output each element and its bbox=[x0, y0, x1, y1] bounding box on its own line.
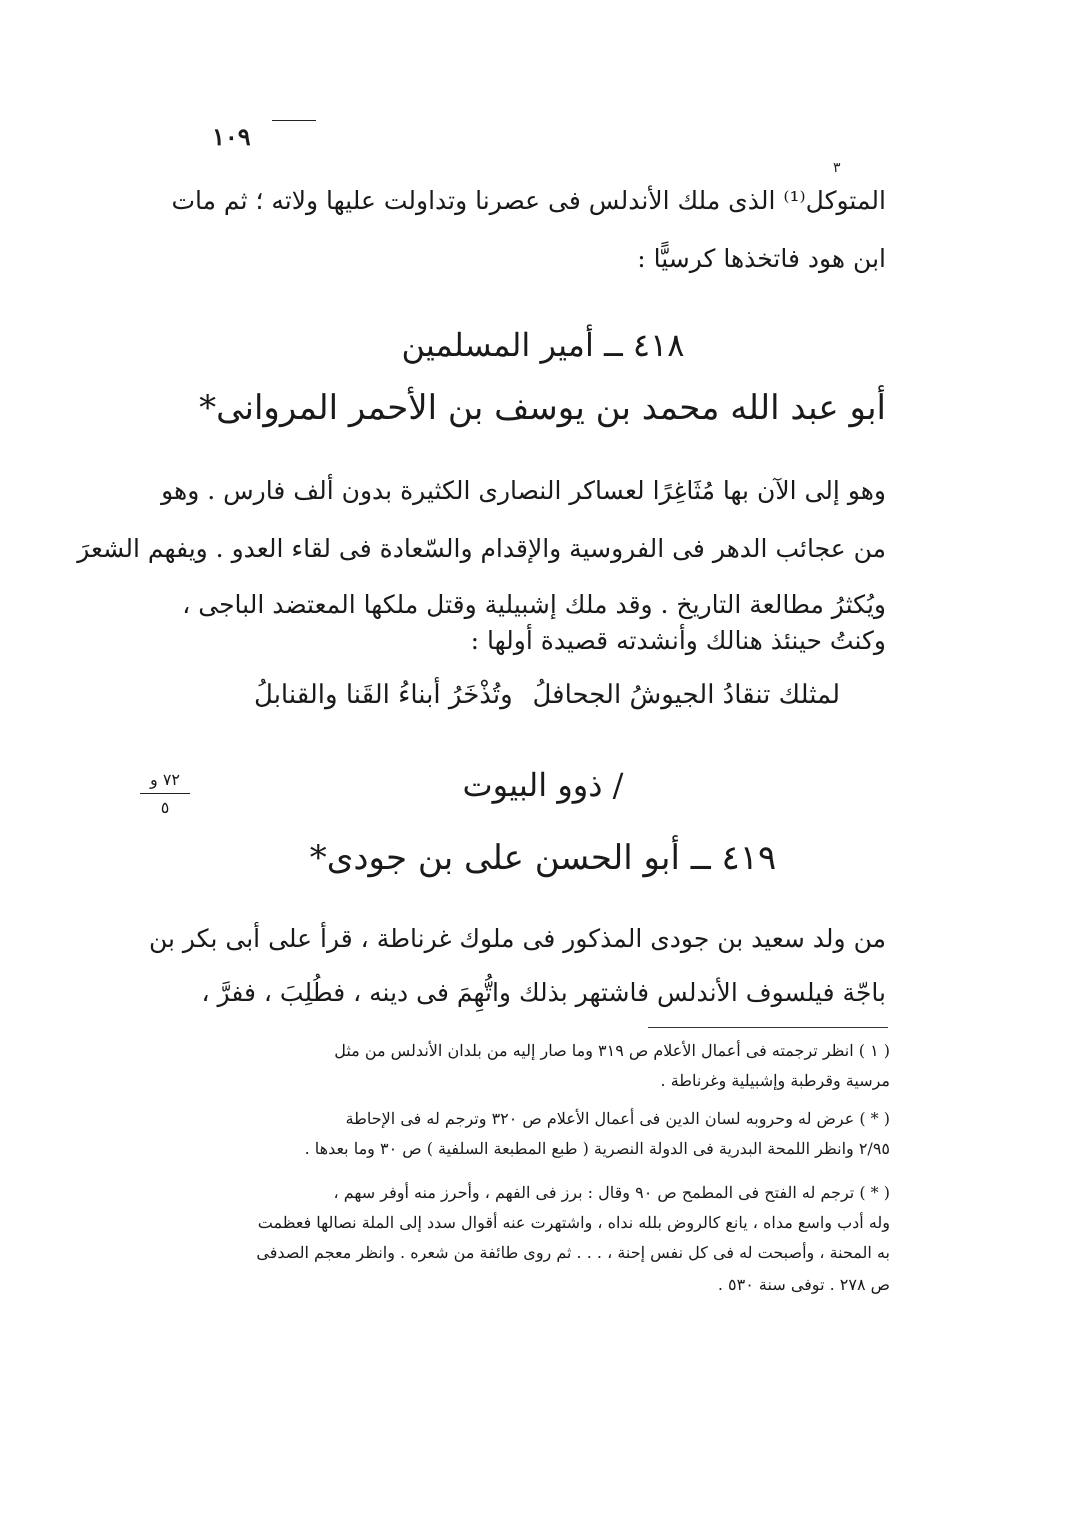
folio-subnumber: ٥ bbox=[160, 798, 170, 817]
verse-second-hemistich: وتُذْخَرُ أبناءُ القَنا والقنابلُ bbox=[254, 680, 513, 710]
intro-line-2: ابن هود فاتخذها كرسيًّا : bbox=[637, 244, 886, 273]
entry-418-line-1: وهو إلى الآن بها مُثَاغِرًا لعساكر النصارى الكثيرة بدون ألف فارس . وهو bbox=[161, 476, 886, 505]
section-title: / ذوو البيوت bbox=[462, 766, 624, 804]
verse-first-hemistich: لمثلك تنقادُ الجيوشُ الجحافلُ bbox=[532, 680, 840, 710]
footnote-rule bbox=[648, 1027, 888, 1028]
footnote-2-line-1: ( * ) عرض له وحروبه لسان الدين فى أعمال الأعلام ص ٣٢٠ وترجم له فى الإحاطة bbox=[345, 1109, 890, 1128]
footnote-1-line-1: ( ١ ) انظر ترجمته فى أعمال الأعلام ص ٣١٩ وما صار إليه من بلدان الأندلس من مثل bbox=[334, 1041, 890, 1060]
entry-419-line-1: من ولد سعيد بن جودى المذكور فى ملوك غرناطة ، قرأ على أبى بكر بن bbox=[148, 924, 886, 953]
page-number: ١٠٩ bbox=[212, 122, 251, 151]
entry-418-line-4: وكنتُ حينئذ هنالك وأنشدته قصيدة أولها : bbox=[470, 626, 886, 655]
entry-419-title: ٤١٩ ــ أبو الحسن على بن جودى* bbox=[309, 838, 777, 878]
footnote-3-line-3: به المحنة ، وأصبحت له فى كل نفس إحنة ، . . . ثم روى طائفة من شعره . وانظر معجم الصدفى bbox=[256, 1243, 890, 1262]
page-marker: ٣ bbox=[833, 160, 841, 176]
entry-418-line-2: من عجائب الدهر فى الفروسية والإقدام والسّعادة فى لقاء العدو . ويفهم الشعرَ bbox=[77, 534, 886, 563]
entry-418-title: ٤١٨ ــ أمير المسلمين bbox=[401, 326, 685, 364]
footnote-3-line-4: ص ٢٧٨ . توفى سنة ٥٣٠ . bbox=[717, 1275, 890, 1294]
folio-reference: ٧٢ و bbox=[150, 770, 180, 789]
entry-418-line-3: ويُكثرُ مطالعة التاريخ . وقد ملك إشبيلية وقتل ملكها المعتضد الباجى ، bbox=[182, 590, 886, 619]
entry-419-line-2: باجّة فيلسوف الأندلس فاشتهر بذلك واتُّهِمَ فى دينه ، فطُلِبَ ، ففرَّ ، bbox=[201, 978, 886, 1007]
poem-verse bbox=[240, 672, 840, 728]
folio-divider bbox=[140, 793, 190, 794]
footnote-3-line-1: ( * ) ترجم له الفتح فى المطمح ص ٩٠ وقال : برز فى الفهم ، وأحرز منه أوفر سهم ، bbox=[333, 1183, 890, 1202]
margin-folio-note bbox=[140, 770, 190, 817]
footnote-3-line-2: وله أدب واسع مداه ، يانع كالروض بلله نداه ، واشتهرت عنه أقوال سدد إلى الملة نصالها فعظمت bbox=[257, 1213, 890, 1232]
footnote-1-line-2: مرسية وقرطبة وإشبيلية وغرناطة . bbox=[660, 1071, 890, 1090]
header-rule bbox=[272, 120, 316, 121]
entry-418-name: أبو عبد الله محمد بن يوسف بن الأحمر المروانى* bbox=[199, 388, 886, 428]
intro-line-1: المتوكل⁽¹⁾ الذى ملك الأندلس فى عصرنا وتداولت عليها ولاته ؛ ثم مات bbox=[171, 186, 886, 215]
footnote-2-line-2: ٢/٩٥ وانظر اللمحة البدرية فى الدولة النصرية ( طبع المطبعة السلفية ) ص ٣٠ وما بعدها . bbox=[304, 1139, 890, 1158]
